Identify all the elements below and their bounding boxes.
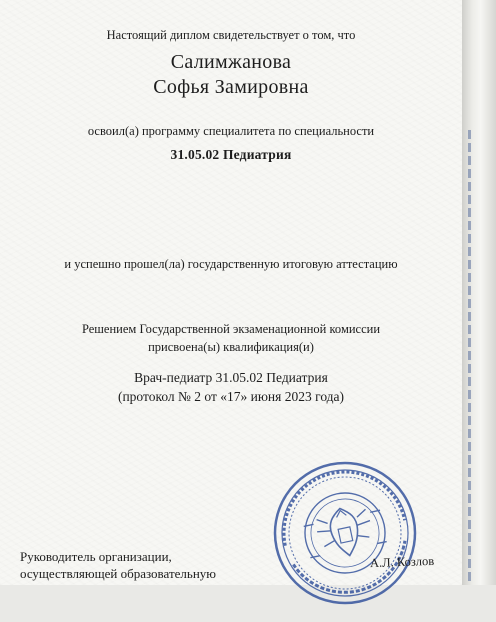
qualification-text: Врач-педиатр 31.05.02 Педиатрия xyxy=(134,370,328,385)
signatory-name: А.Л. Козлов xyxy=(369,553,435,571)
specialty-text: 31.05.02 Педиатрия xyxy=(170,147,292,162)
mastered-program-text: освоил(а) программу специалитета по специальности xyxy=(87,124,375,138)
head-label-line-2: осуществляющей образовательную xyxy=(20,566,216,581)
protocol-text: (протокол № 2 от «17» июня 2023 года) xyxy=(117,389,345,404)
decision-line-1: Решением Государственной экзаменационной комиссии xyxy=(81,322,381,336)
graduate-given-names: Софья Замировна xyxy=(153,76,309,98)
intro-text: Настоящий диплом свидетельствует о том, что xyxy=(106,28,356,42)
graduate-surname: Салимжанова xyxy=(170,51,292,73)
attestation-text: и успешно прошел(ла) государственную итоговую аттестацию xyxy=(64,257,398,271)
decision-line-2: присвоена(ы) квалификация(и) xyxy=(148,340,314,354)
head-label-line-1: Руководитель организации, xyxy=(20,549,172,564)
official-stamp-icon xyxy=(256,444,434,622)
binding-stitch-line xyxy=(468,130,471,585)
